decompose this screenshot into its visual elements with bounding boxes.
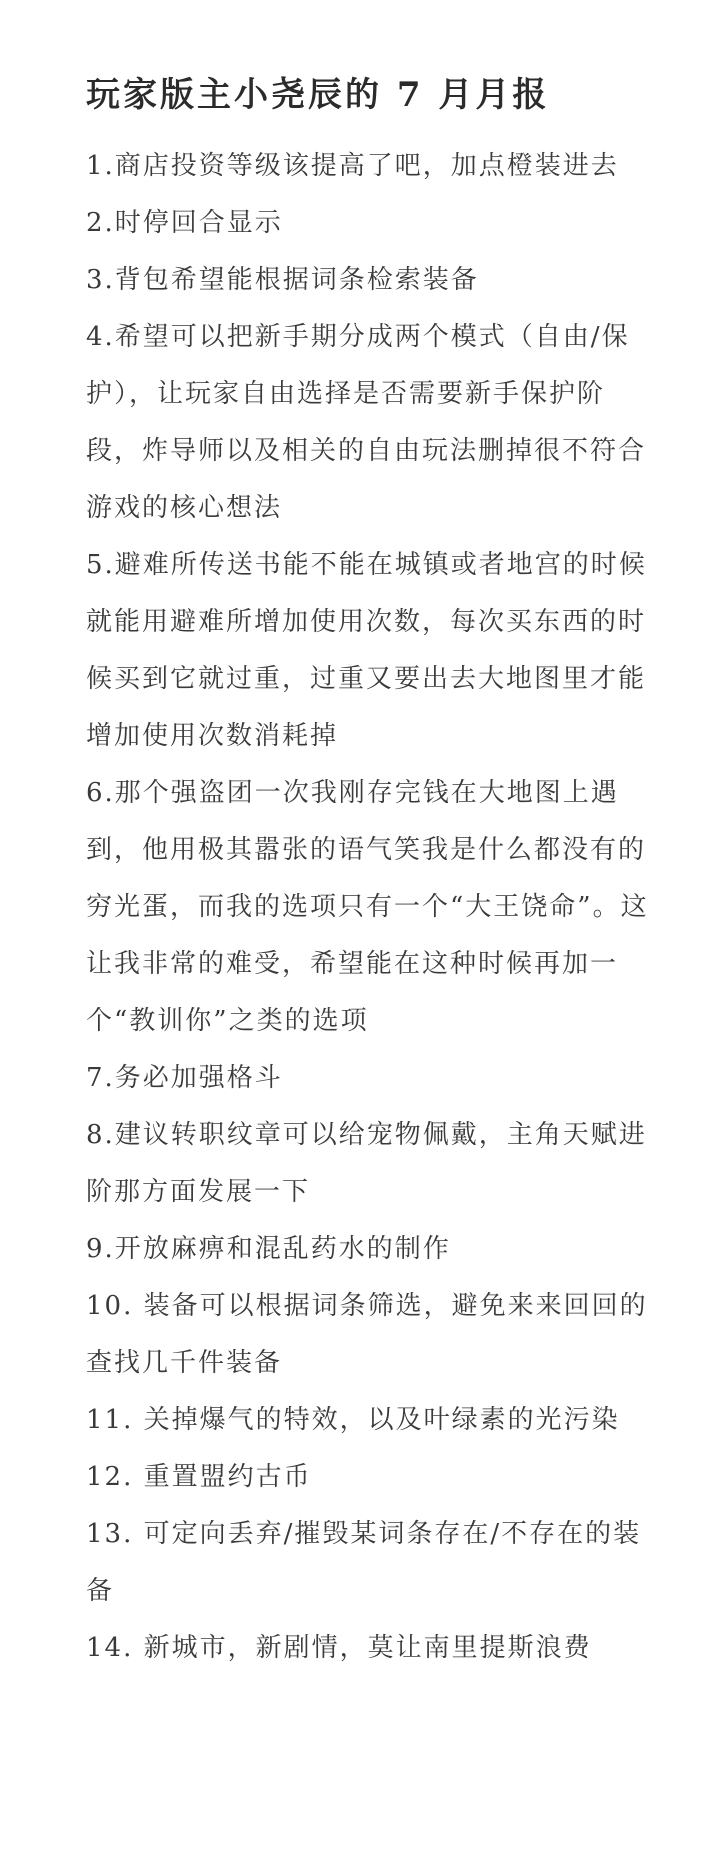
feedback-item-12: 12. 重置盟约古币 bbox=[86, 1462, 312, 1492]
feedback-item-2: 2.时停回合显示 bbox=[86, 208, 283, 238]
feedback-item-7: 7.务必加强格斗 bbox=[86, 1063, 283, 1093]
feedback-item-1: 1.商店投资等级该提高了吧，加点橙装进去 bbox=[86, 151, 619, 181]
feedback-item-14: 14. 新城市，新剧情，莫让南里提斯浪费 bbox=[86, 1633, 592, 1663]
feedback-item-4: 4.希望可以把新手期分成两个模式（自由/保护），让玩家自由选择是否需要新手保护阶段，炸导师以及相关的自由玩法删掉很不符合游戏的核心想法 bbox=[86, 322, 647, 523]
feedback-item-10: 10. 装备可以根据词条筛选，避免来来回回的查找几千件装备 bbox=[86, 1291, 648, 1378]
feedback-item-5: 5.避难所传送书能不能在城镇或者地宫的时候就能用避难所增加使用次数，每次买东西的时候买到它就过重，过重又要出去大地图里才能增加使用次数消耗掉 bbox=[86, 550, 647, 751]
feedback-item-8: 8.建议转职纹章可以给宠物佩戴，主角天赋进阶那方面发展一下 bbox=[86, 1120, 647, 1207]
feedback-item-13: 13. 可定向丢弃/摧毁某词条存在/不存在的装备 bbox=[86, 1519, 642, 1606]
document-title: 玩家版主小尧辰的 7 月月报 bbox=[86, 75, 550, 115]
feedback-item-3: 3.背包希望能根据词条检索装备 bbox=[86, 265, 479, 295]
feedback-list bbox=[86, 138, 652, 1677]
feedback-item-6: 6.那个强盗团一次我刚存完钱在大地图上遇到，他用极其嚣张的语气笑我是什么都没有的穷光蛋，而我的选项只有一个“大王饶命”。这让我非常的难受，希望能在这种时候再加一个“教训你”之类的选项 bbox=[86, 778, 649, 1036]
feedback-item-9: 9.开放麻痹和混乱药水的制作 bbox=[86, 1234, 451, 1264]
feedback-item-11: 11. 关掉爆气的特效，以及叶绿素的光污染 bbox=[86, 1405, 620, 1435]
